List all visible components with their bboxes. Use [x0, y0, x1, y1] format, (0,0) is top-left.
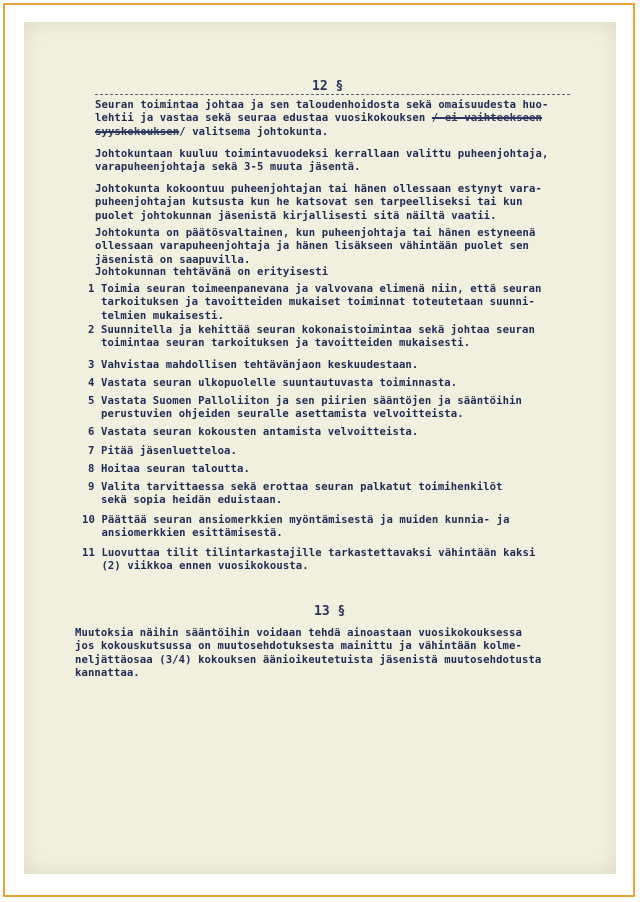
para-administration: Seuran toimintaa johtaa ja sen taloudenhoidosta sekä omaisuudesta huo- lehtii ja vastaa sekä seuraa edustaa vuosikokouksen / ei vaihteekseen syyskokouksen/ valitsema johtokunta.: [95, 99, 549, 138]
duty-item: 11 Luovuttaa tilit tilintarkastajille tarkastettavaksi vähintään kaksi (2) viikkoa ennen vuosikokousta.: [82, 547, 536, 573]
para-board-members: Johtokuntaan kuuluu toimintavuodeksi kerrallaan valittu puheenjohtaja, varapuheenjohtaja sekä 3-5 muuta jäsentä.: [95, 148, 549, 174]
struck-text: / ei vaihteekseen: [431, 112, 543, 125]
duty-item: 8 Hoitaa seuran taloutta.: [88, 463, 250, 475]
struck-text: syyskokouksen: [95, 125, 180, 138]
duty-item: 4 Vastata seuran ulkopuolelle suuntautuvasta toiminnasta.: [88, 377, 458, 389]
duty-item: 5 Vastata Suomen Palloliiton ja sen piirien sääntöjen ja sääntöihin perustuvien ohjeiden seuralle asettamista velvoitteista.: [88, 395, 523, 421]
duty-item: 3 Vahvistaa mahdollisen tehtävänjaon keskuudestaan.: [88, 359, 419, 371]
section-13-heading: 13 §: [314, 604, 346, 619]
duty-item: 9 Valita tarvittaessa sekä erottaa seuran palkatut toimihenkilöt sekä sopia heidän eduistaan.: [88, 481, 503, 507]
section-12-rule: [95, 94, 570, 95]
duty-item: 7 Pitää jäsenluetteloa.: [88, 445, 238, 457]
para-meetings: Johtokunta kokoontuu puheenjohtajan tai hänen ollessaan estynyt vara- puheenjohtajan kutsusta kun he katsovat sen tarpeelliseksi tai kun puolet johtokunnan jäsenistä kirjallisesti sitä näiltä vaatii.: [95, 183, 542, 222]
section-12-heading: 12 §: [312, 79, 344, 94]
duty-item: 10 Päättää seuran ansiomerkkien myöntämisestä ja muiden kunnia- ja ansiomerkkien esittämisestä.: [82, 514, 510, 540]
para-quorum: Johtokunta on päätösvaltainen, kun puheenjohtaja tai hänen estyneenä ollessaan varapuheenjohtaja ja hänen lisäkseen vähintään puolet sen jäsenistä on saapuvilla.: [95, 227, 536, 266]
duty-item: 6 Vastata seuran kokousten antamista velvoitteista.: [88, 426, 419, 438]
duty-item: 1 Toimia seuran toimeenpanevana ja valvovana elimenä niin, että seuran tarkoituksen ja tavoitteiden mukaiset toiminnat toteutetaan suunni- telmien mukaisesti.: [88, 283, 542, 322]
para-amendments: Muutoksia näihin sääntöihin voidaan tehdä ainoastaan vuosikokouksessa jos kokouskutsussa on muutosehdotuksesta mainittu ja vähintään kolme- neljättäosaa (3/4) kokouksen äänioikeutetuista jäsenistä muutosehdotusta kannattaa.: [75, 627, 542, 680]
duties-intro: Johtokunnan tehtävänä on erityisesti: [95, 266, 329, 278]
duty-item: 2 Suunnitella ja kehittää seuran kokonaistoimintaa sekä johtaa seuran toimintaa seuran tarkoituksen ja tavoitteiden mukaisesti.: [88, 324, 535, 350]
